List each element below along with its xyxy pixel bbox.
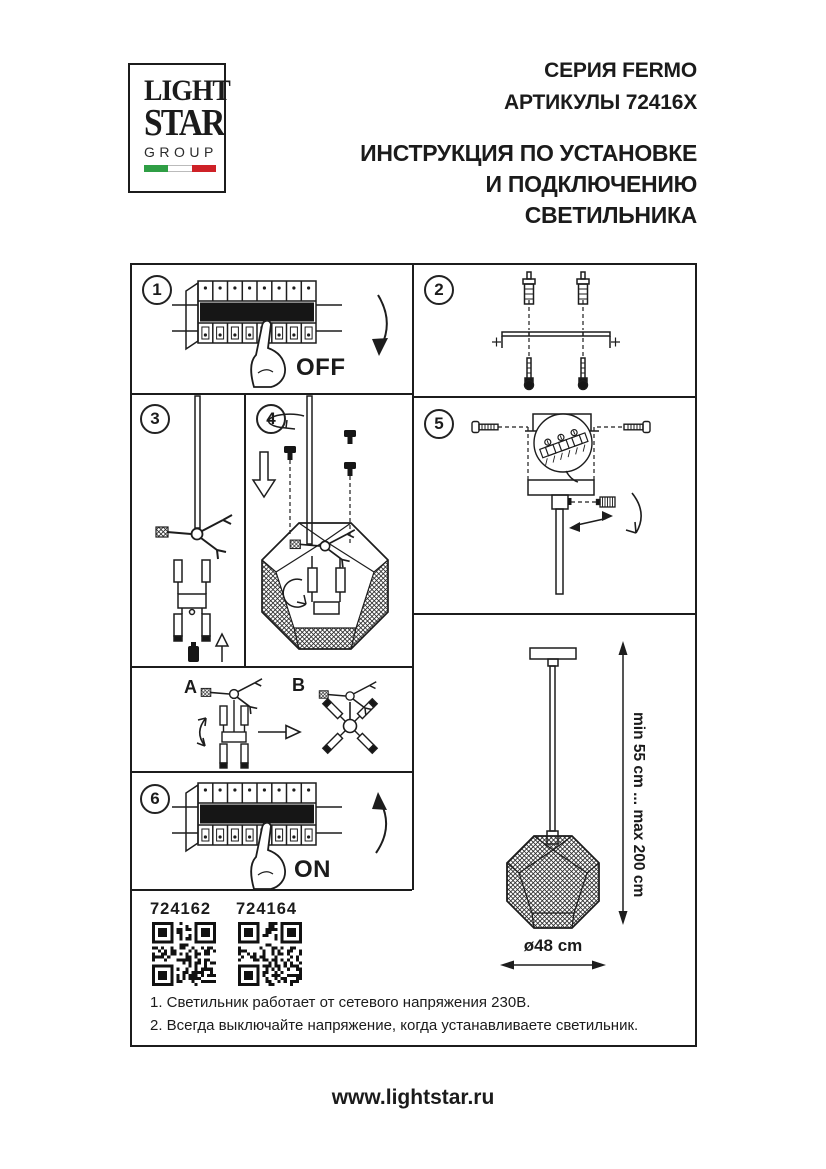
socket-position-variants-illustration [132, 668, 410, 770]
website-url: www.lightstar.ru [331, 1086, 495, 1109]
shade-assembly-illustration [246, 396, 410, 664]
circuit-breaker-on-illustration [132, 773, 410, 887]
logo-text-group: GROUP [144, 144, 218, 160]
step-5-badge: 5 [424, 409, 454, 439]
step-2-badge: 2 [424, 275, 454, 305]
step-3-badge: 3 [140, 404, 170, 434]
off-label: OFF [296, 354, 346, 381]
height-range-label: min 55 cm ... max 200 cm [630, 712, 647, 898]
circuit-breaker-off-illustration [132, 265, 410, 391]
grid-divider-h1 [130, 393, 412, 395]
article-number-2: 724164 [236, 900, 298, 918]
safety-notes [150, 991, 638, 1037]
pendant-dimensions-illustration [414, 615, 695, 1045]
italian-flag-icon [144, 165, 216, 172]
ceiling-rod-spider-illustration [132, 396, 242, 664]
lightstar-logo [128, 63, 230, 193]
series-title: СЕРИЯ FERMO [544, 59, 697, 82]
qr-code-724164 [238, 922, 302, 986]
canopy-wiring-illustration [414, 398, 695, 612]
step-6-badge: 6 [140, 784, 170, 814]
mounting-hardware-illustration [414, 266, 695, 394]
instruction-title: ИНСТРУКЦИЯ ПО УСТАНОВКЕ И ПОДКЛЮЧЕНИЮ СВЕТИЛЬНИКА [360, 140, 697, 228]
articles-title: АРТИКУЛЫ 72416X [504, 91, 697, 114]
diameter-label: ø48 cm [523, 936, 583, 955]
step-4-badge: 4 [256, 404, 286, 434]
on-label: ON [294, 856, 331, 883]
variant-a-label: A [184, 677, 197, 697]
article-number-1: 724162 [150, 900, 212, 918]
header-titles [330, 59, 697, 231]
logo-text-star: STAR [144, 102, 224, 144]
step-1-badge: 1 [142, 275, 172, 305]
note-1: 1. Светильник работает от сетевого напряжения 230В. [150, 994, 531, 1011]
variant-b-label: B [292, 675, 305, 695]
note-2: 2. Всегда выключайте напряжение, когда устанавливаете светильник. [150, 1017, 639, 1034]
qr-code-724162 [152, 922, 216, 986]
logo-text-light: LIGHT [144, 74, 230, 107]
